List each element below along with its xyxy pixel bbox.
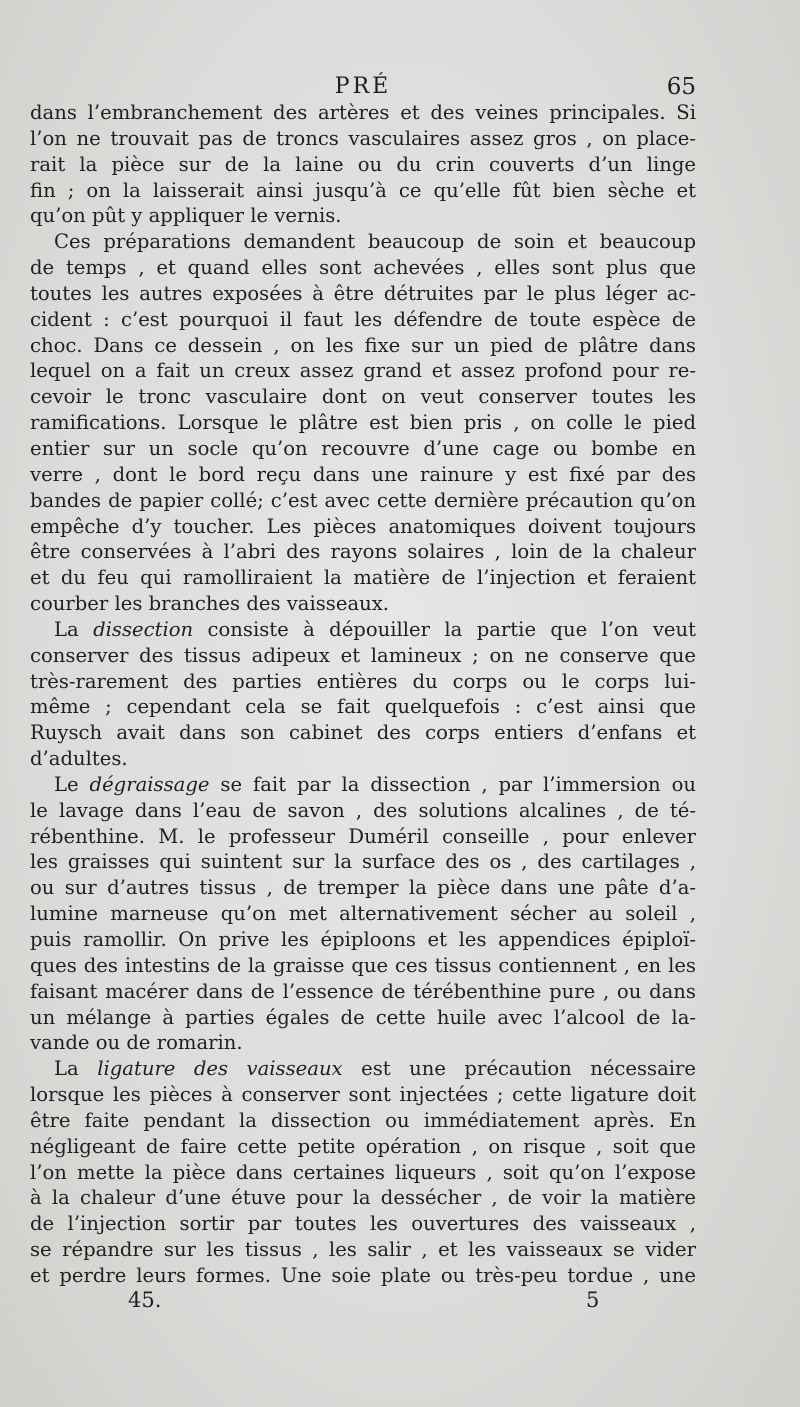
text-line: fin ; on la laisserait ainsi jusqu’à ce qu’elle fût bien sèche et xyxy=(30,178,696,202)
text-line: vande ou de romarin. xyxy=(30,1031,243,1055)
text-line: les graisses qui suintent sur la surface des os , des cartilages , xyxy=(30,850,696,874)
dissection-prefix: La xyxy=(54,617,79,641)
text-line: lorsque les pièces à conserver sont injectées ; cette ligature doit xyxy=(30,1083,696,1107)
text-line: bandes de papier collé; c’est avec cette dernière précaution qu’on xyxy=(30,488,696,512)
text-line-ligature-lead xyxy=(30,1056,696,1082)
text-line: se répandre sur les tissus , les salir , et les vaisseaux se vider xyxy=(30,1238,696,1262)
text-line: cevoir le tronc vasculaire dont on veut conserver toutes les xyxy=(30,385,696,409)
text-line: d’adultes. xyxy=(30,747,128,771)
text-line: être faite pendant la dissection ou immédiatement après. En xyxy=(30,1108,696,1132)
text-line: rébenthine. M. le professeur Duméril conseille , pour enlever xyxy=(30,824,696,848)
degraissage-prefix: Le xyxy=(54,772,79,796)
text-line: conserver des tissus adipeux et lamineux ; on ne conserve que xyxy=(30,643,696,667)
text-line: de l’injection sortir par toutes les ouvertures des vaisseaux , xyxy=(30,1212,696,1236)
running-title: PRÉ xyxy=(334,74,392,99)
signature-letter: 5 xyxy=(586,1288,600,1312)
text-line: ramifications. Lorsque le plâtre est bien pris , on colle le pied xyxy=(30,411,696,435)
signature-number: 45. xyxy=(128,1288,162,1312)
dissection-line-rest: consiste à dépouiller la partie que l’on veut xyxy=(207,617,696,641)
text-line: entier sur un socle qu’on recouvre d’une cage ou bombe en xyxy=(30,436,696,460)
text-line: ou sur d’autres tissus , de tremper la pièce dans une pâte d’a- xyxy=(30,876,696,900)
text-line: et du feu qui ramolliraient la matière de l’injection et feraient xyxy=(30,566,696,590)
degraissage-term: dégraissage xyxy=(89,772,210,796)
text-line: le lavage dans l’eau de savon , des solutions alcalines , de té- xyxy=(30,798,696,822)
degraissage-line-rest: se fait par la dissection , par l’immersion ou xyxy=(220,772,696,796)
text-line-dissection-lead xyxy=(30,617,696,643)
text-line: être conservées à l’abri des rayons solaires , loin de la chaleur xyxy=(30,540,696,564)
text-line: lequel on a fait un creux assez grand et assez profond pour re- xyxy=(30,359,696,383)
text-line: cident : c’est pourquoi il faut les défendre de toute espèce de xyxy=(30,307,696,331)
dissection-term: dissection xyxy=(93,617,194,641)
text-line: ques des intestins de la graisse que ces tissus contiennent , en les xyxy=(30,953,696,977)
text-line: négligeant de faire cette petite opération , on risque , soit que xyxy=(30,1134,696,1158)
text-line: Ces préparations demandent beaucoup de soin et beaucoup xyxy=(54,230,696,254)
text-line: rait la pièce sur de la laine ou du crin couverts d’un linge xyxy=(30,152,696,176)
text-line: choc. Dans ce dessein , on les fixe sur un pied de plâtre dans xyxy=(30,333,696,357)
text-line: un mélange à parties égales de cette huile avec l’alcool de la- xyxy=(30,1005,696,1029)
text-line: empêche d’y toucher. Les pièces anatomiques doivent toujours xyxy=(30,514,696,538)
signature-mark xyxy=(128,1288,608,1318)
text-line: faisant macérer dans de l’essence de térébenthine pure , ou dans xyxy=(30,979,696,1003)
text-line: très-rarement des parties entières du corps ou le corps lui- xyxy=(30,669,696,693)
text-line: dans l’embranchement des artères et des veines principales. Si xyxy=(30,101,696,124)
text-line: toutes les autres exposées à être détruites par le plus léger ac- xyxy=(30,281,696,305)
text-line-degraissage-lead xyxy=(30,772,696,798)
text-line: puis ramollir. On prive les épiploons et les appendices épiploï- xyxy=(30,928,696,951)
text-line: l’on ne trouvait pas de troncs vasculaires assez gros , on place- xyxy=(30,126,696,150)
text-line: à la chaleur d’une étuve pour la dessécher , de voir la matière xyxy=(30,1186,696,1210)
body-text xyxy=(30,100,696,1289)
page-number: 65 xyxy=(666,74,696,100)
text-line: même ; cependant cela se fait quelquefois : c’est ainsi que xyxy=(30,695,696,719)
text-line: Ruysch avait dans son cabinet des corps entiers d’enfans et xyxy=(30,721,696,745)
text-line: et perdre leurs formes. Une soie plate ou très-peu tordue , une xyxy=(30,1263,696,1287)
ligature-line-rest: est une précaution nécessaire xyxy=(361,1057,696,1081)
ligature-term: ligature des vaisseaux xyxy=(97,1057,343,1081)
text-line: qu’on pût y appliquer le vernis. xyxy=(30,204,342,228)
text-line: verre , dont le bord reçu dans une rainure y est fixé par des xyxy=(30,462,696,486)
text-line: de temps , et quand elles sont achevées , elles sont plus que xyxy=(30,256,696,280)
text-line: lumine marneuse qu’on met alternativement sécher au soleil , xyxy=(30,902,696,926)
ligature-prefix: La xyxy=(54,1057,79,1081)
text-line: l’on mette la pièce dans certaines liqueurs , soit qu’on l’expose xyxy=(30,1160,696,1184)
text-line: courber les branches des vaisseaux. xyxy=(30,592,390,616)
